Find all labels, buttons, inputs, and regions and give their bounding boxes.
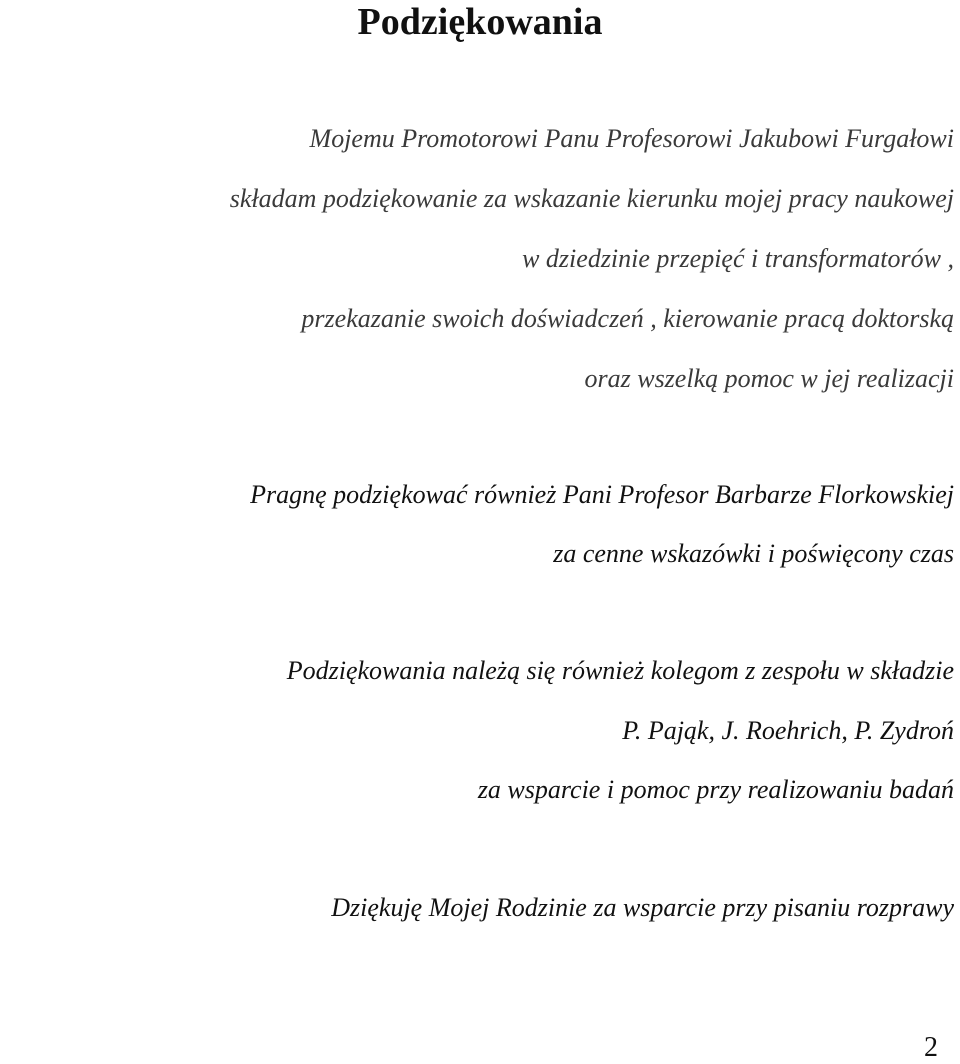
text-line: składam podziękowanie za wskazanie kierunku mojej pracy naukowej [229,184,954,213]
text-line: przekazanie swoich doświadczeń , kierowanie pracą doktorską [301,304,954,333]
page-number: 2 [924,1032,938,1063]
text-line: oraz wszelką pomoc w jej realizacji [584,364,954,393]
text-line: Pragnę podziękować również Pani Profesor Barbarze Florkowskiej [250,480,954,509]
text-line: za wsparcie i pomoc przy realizowaniu badań [477,775,954,804]
text-line: Dziękuję Mojej Rodzinie za wsparcie przy pisaniu rozprawy [331,893,954,922]
page-title: Podziękowania [357,1,603,43]
text-line: Mojemu Promotorowi Panu Profesorowi Jakubowi Furgałowi [309,124,954,153]
text-line: za cenne wskazówki i poświęcony czas [553,539,954,568]
text-line: P. Pająk, J. Roehrich, P. Zydroń [622,716,954,745]
text-line: Podziękowania należą się również kolegom z zespołu w składzie [286,656,954,685]
text-line: w dziedzinie przepięć i transformatorów , [522,244,954,273]
